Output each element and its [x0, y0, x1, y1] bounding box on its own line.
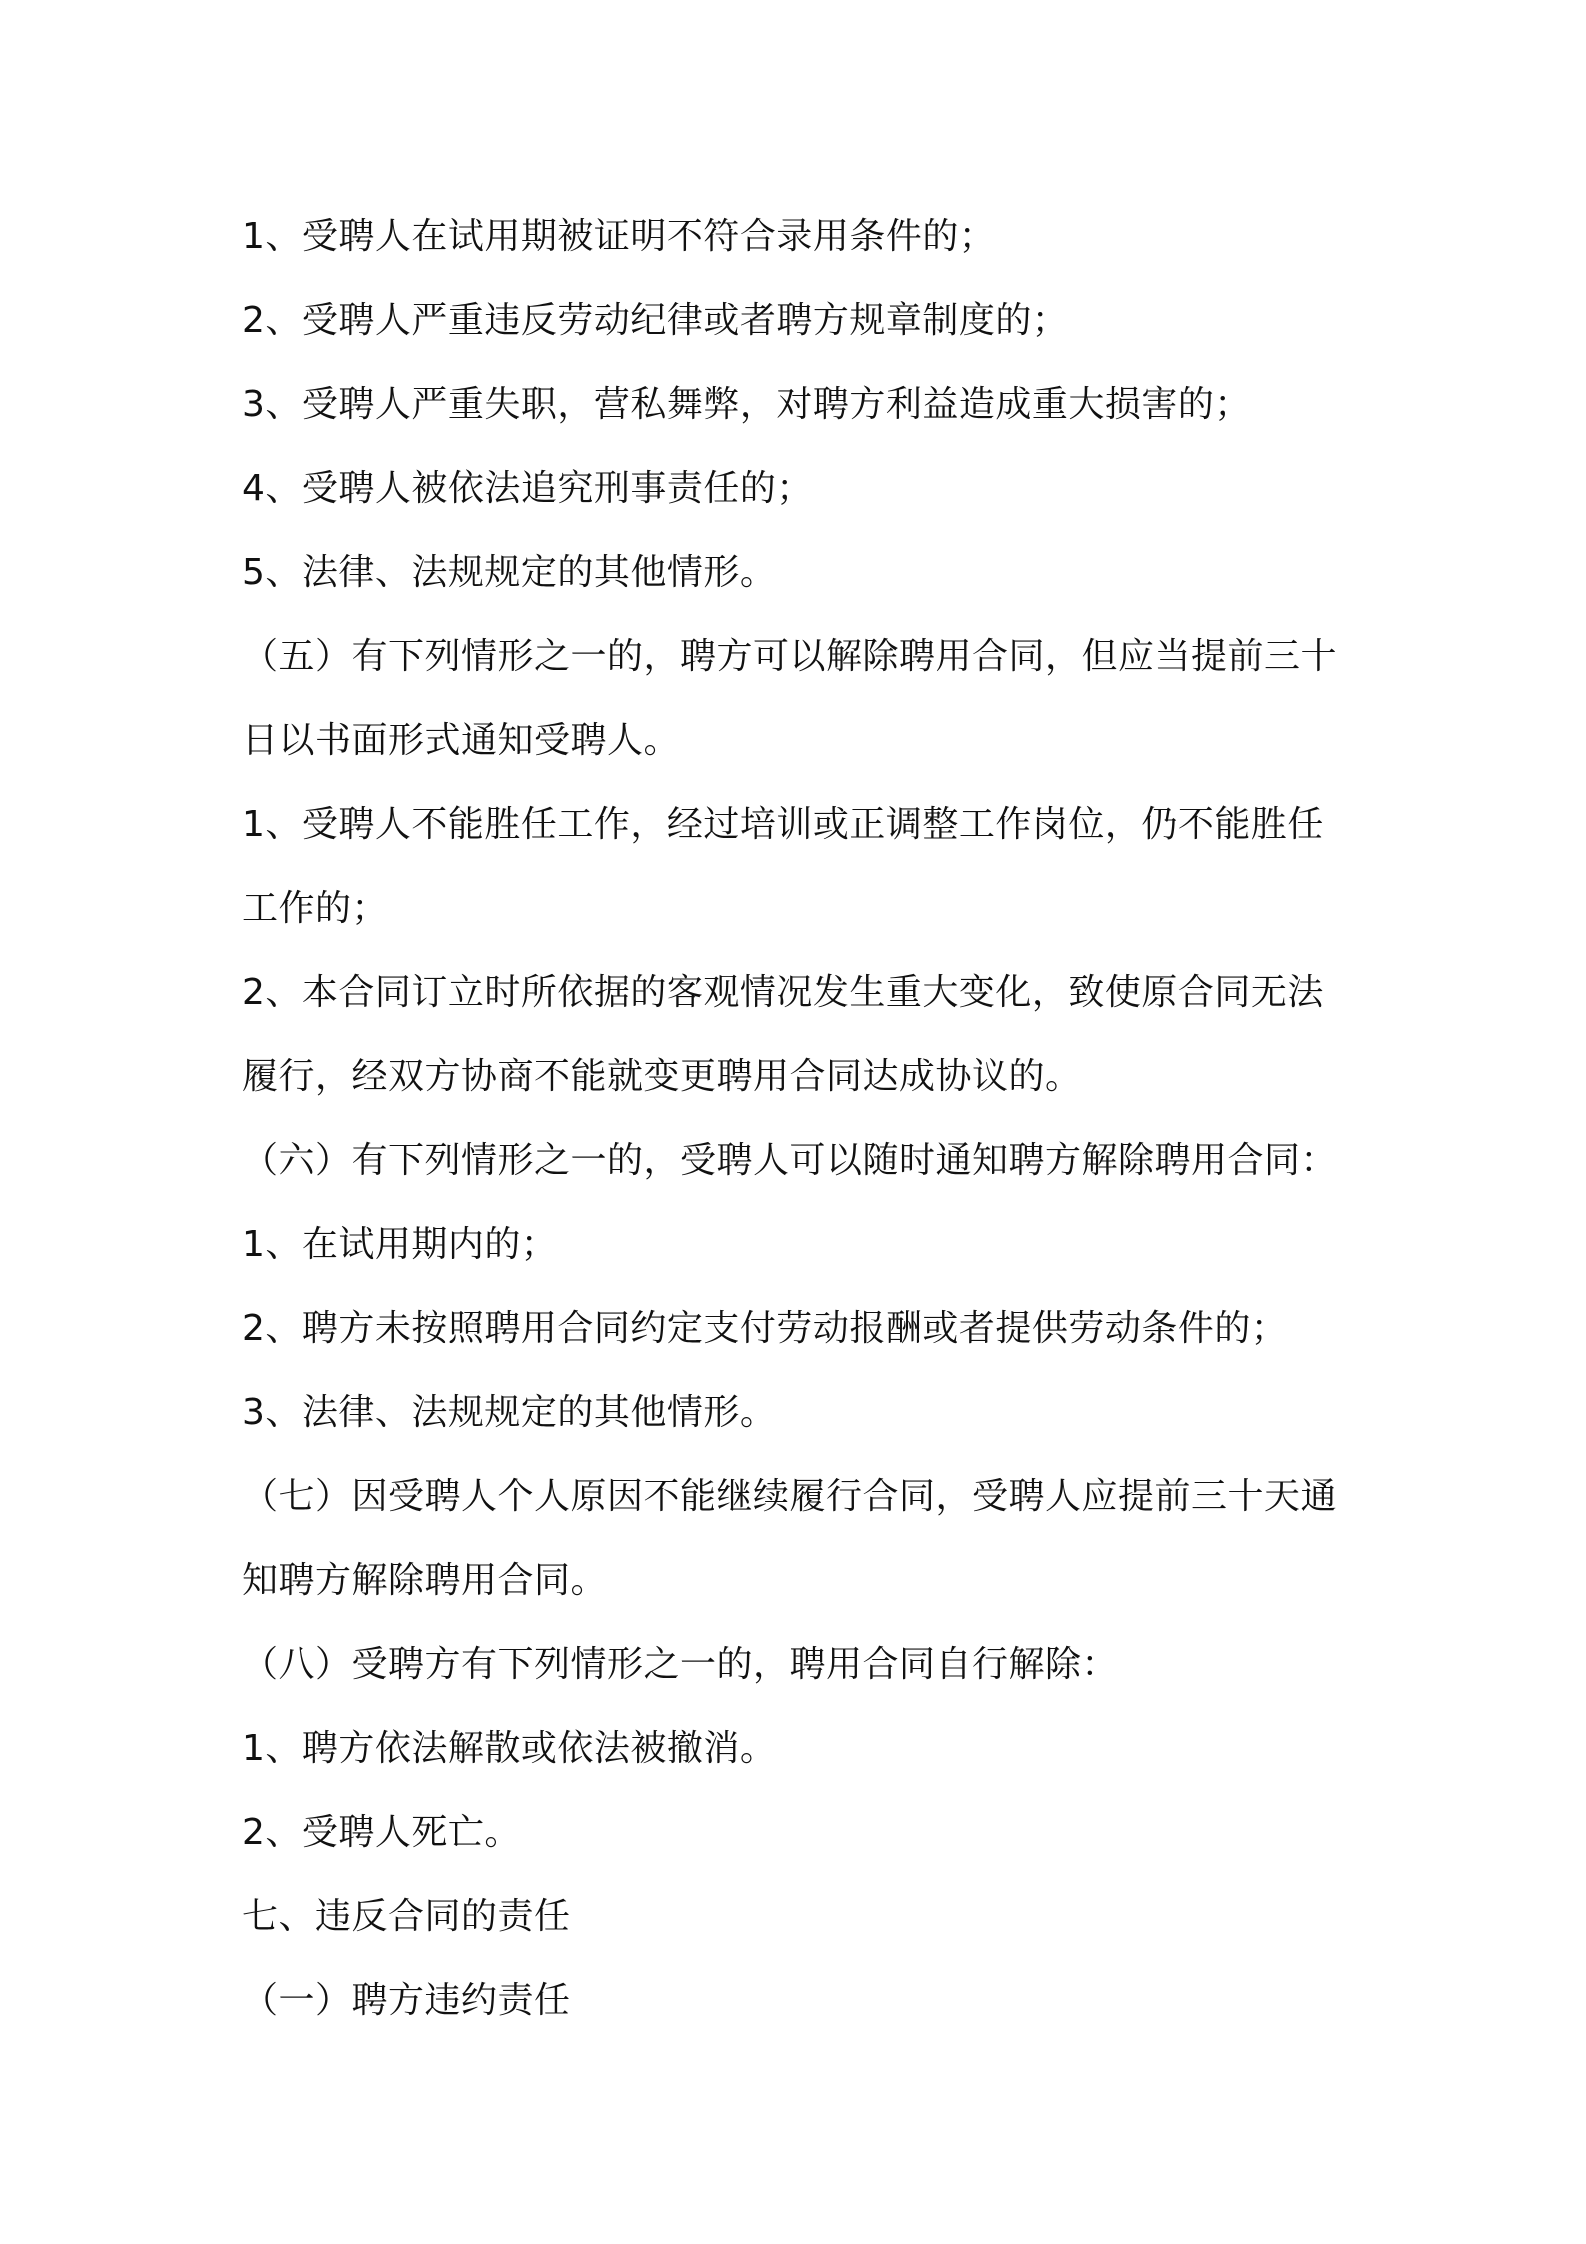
- clause-line-continued: 履行，经双方协商不能就变更聘用合同达成协议的。: [242, 1056, 1082, 1097]
- clause-line: 2、聘方未按照聘用合同约定支付劳动报酬或者提供劳动条件的；: [242, 1308, 1288, 1349]
- section-heading-6: （六）有下列情形之一的，受聘人可以随时通知聘方解除聘用合同：: [242, 1140, 1338, 1181]
- clause-line: 2、本合同订立时所依据的客观情况发生重大变化，致使原合同无法: [242, 972, 1324, 1013]
- clause-line: 3、法律、法规规定的其他情形。: [242, 1392, 777, 1433]
- chapter-heading: 七、违反合同的责任: [242, 1896, 571, 1937]
- section-heading-5: （五）有下列情形之一的，聘方可以解除聘用合同，但应当提前三十: [242, 636, 1338, 677]
- clause-line: 1、聘方依法解散或依法被撤消。: [242, 1728, 777, 1769]
- clause-line: 3、受聘人严重失职，营私舞弊，对聘方利益造成重大损害的；: [242, 384, 1251, 425]
- clause-line-continued: 工作的；: [242, 888, 389, 929]
- section-heading-1: （一）聘方违约责任: [242, 1980, 571, 2021]
- clause-line: 2、受聘人严重违反劳动纪律或者聘方规章制度的；: [242, 300, 1069, 341]
- section-heading-5-continued: 日以书面形式通知受聘人。: [242, 720, 681, 761]
- clause-line: 1、在试用期内的；: [242, 1224, 558, 1265]
- document-body: [242, 195, 1362, 2043]
- section-heading-7: （七）因受聘人个人原因不能继续履行合同，受聘人应提前三十天通: [242, 1476, 1338, 1517]
- section-heading-8: （八）受聘方有下列情形之一的，聘用合同自行解除：: [242, 1644, 1119, 1685]
- clause-line: 1、受聘人在试用期被证明不符合录用条件的；: [242, 216, 996, 257]
- clause-line: 5、法律、法规规定的其他情形。: [242, 552, 777, 593]
- clause-line: 1、受聘人不能胜任工作，经过培训或正调整工作岗位，仍不能胜任: [242, 804, 1324, 845]
- section-heading-7-continued: 知聘方解除聘用合同。: [242, 1560, 608, 1601]
- clause-line: 2、受聘人死亡。: [242, 1812, 521, 1853]
- clause-line: 4、受聘人被依法追究刑事责任的；: [242, 468, 813, 509]
